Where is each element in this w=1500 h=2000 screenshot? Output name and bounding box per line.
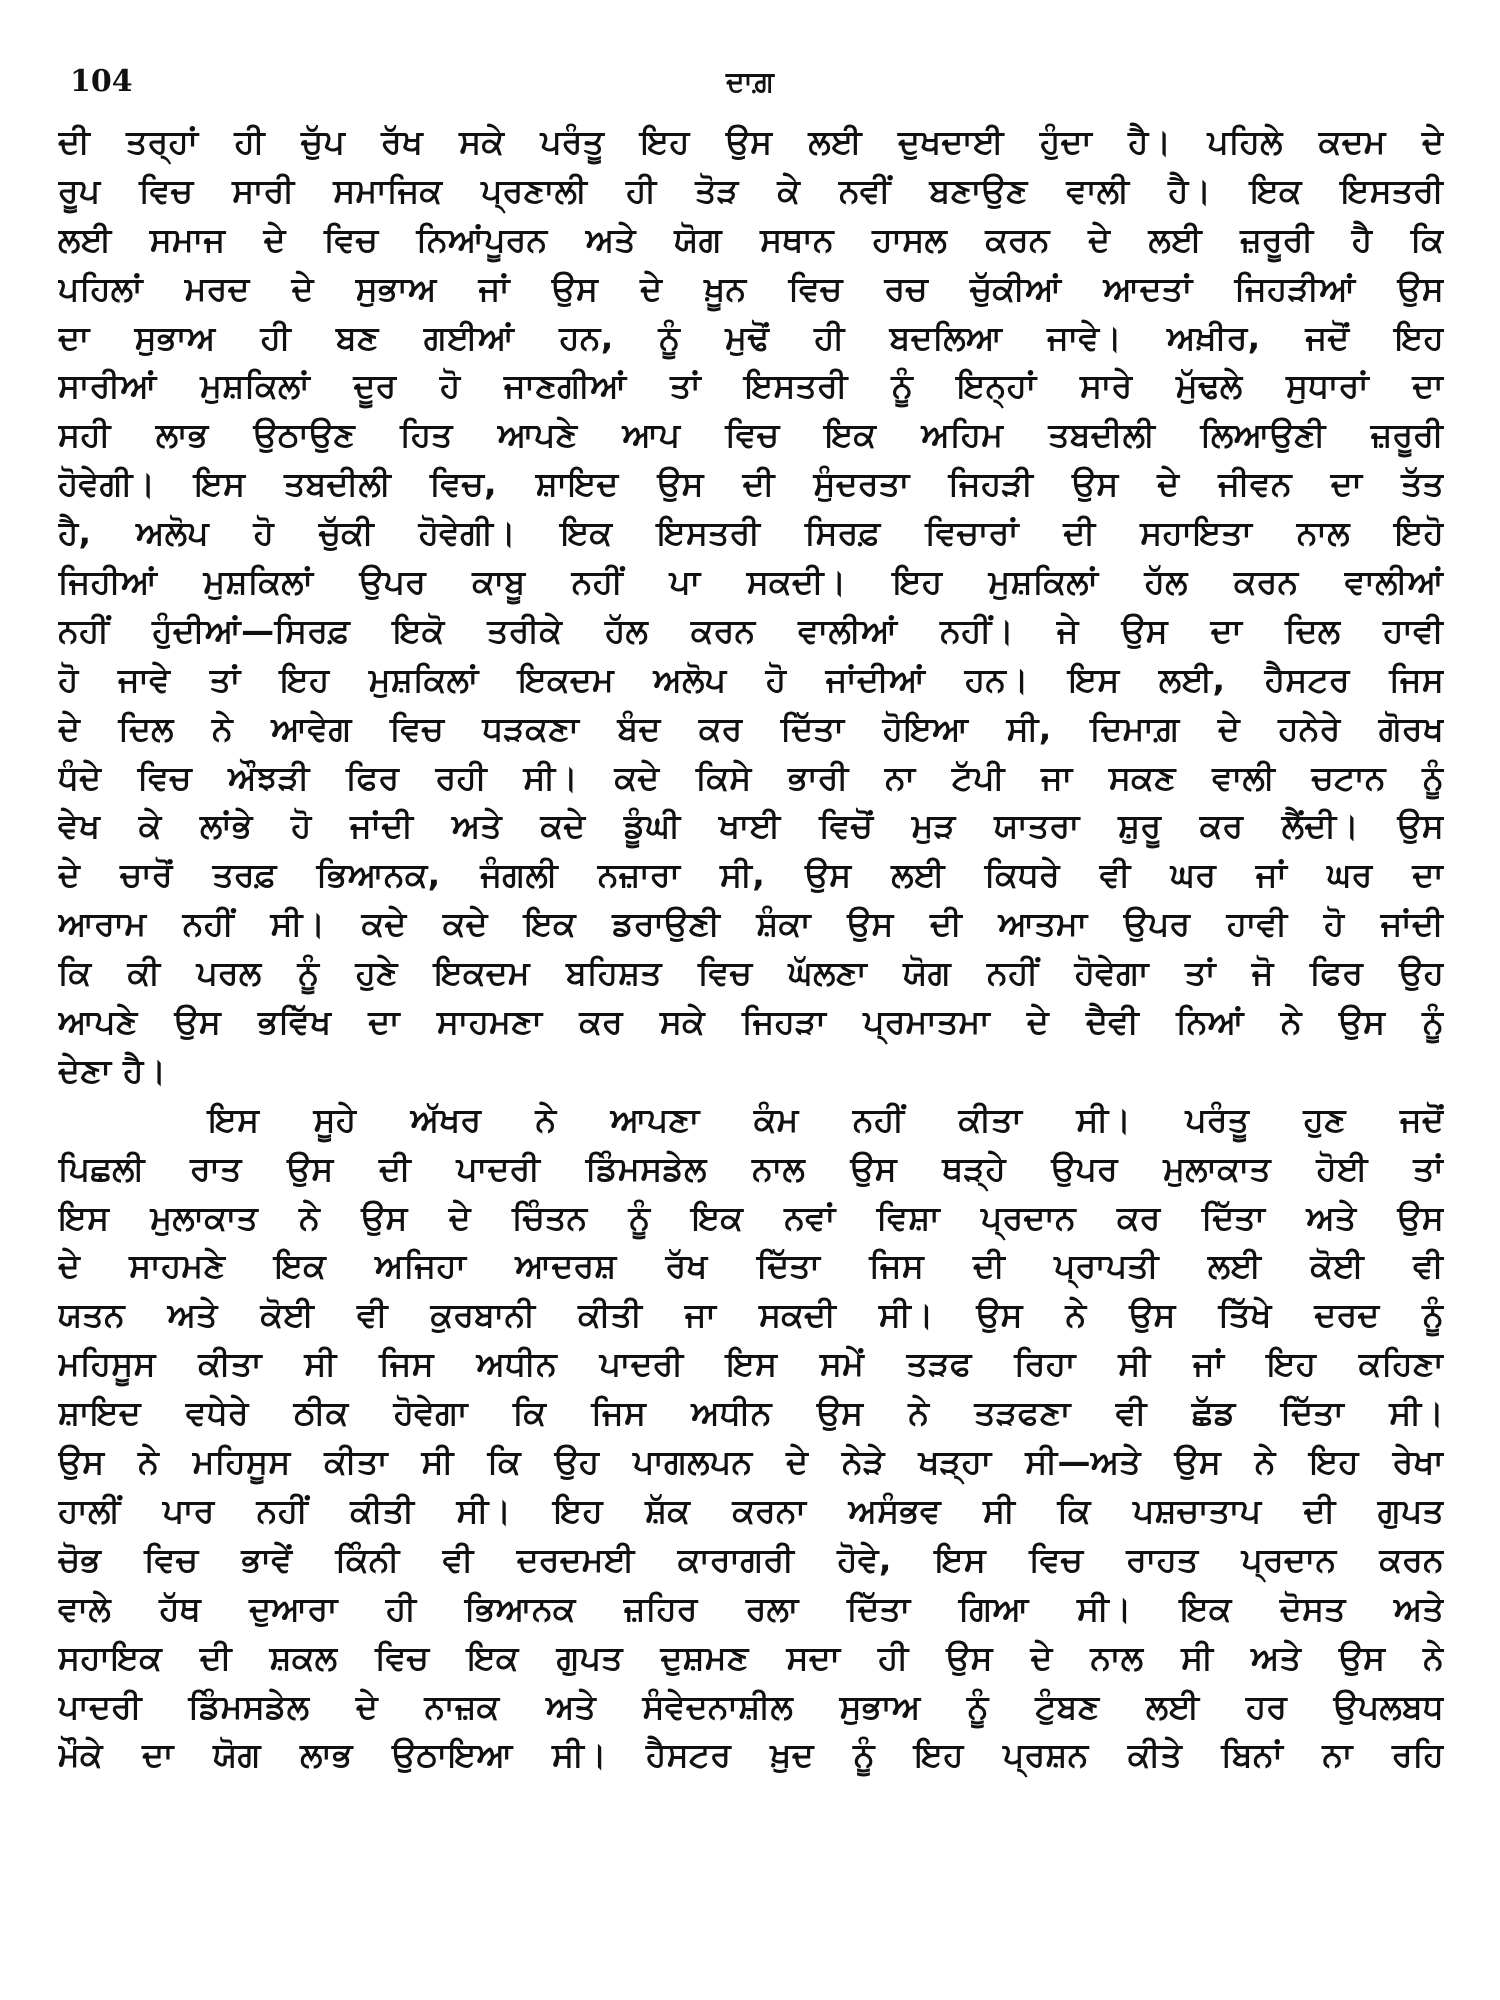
text-line: ਆਪਣੇ ਉਸ ਭਵਿੱਖ ਦਾ ਸਾਹਮਣਾ ਕਰ ਸਕੇ ਜਿਹੜਾ ਪ੍ਰਮਾਤਮਾ ਦੇ ਦੈਵੀ ਨਿਆਂ ਨੇ ਉਸ ਨੂੰ	[58, 1002, 1444, 1042]
text-line: ਹੋਵੇਗੀ। ਇਸ ਤਬਦੀਲੀ ਵਿਚ, ਸ਼ਾਇਦ ਉਸ ਦੀ ਸੁੰਦਰਤਾ ਜਿਹੜੀ ਉਸ ਦੇ ਜੀਵਨ ਦਾ ਤੱਤ	[58, 464, 1444, 504]
text-line: ਦੇਣਾ ਹੈ।	[58, 1050, 167, 1090]
text-line: ਪਾਦਰੀ ਡਿੰਮਸਡੇਲ ਦੇ ਨਾਜ਼ਕ ਅਤੇ ਸੰਵੇਦਨਾਸ਼ੀਲ ਸੁਭਾਅ ਨੂੰ ਟੁੰਬਣ ਲਈ ਹਰ ਉਪਲਬਧ	[58, 1686, 1444, 1726]
text-line: ਦੇ ਚਾਰੋਂ ਤਰਫ਼ ਭਿਆਨਕ, ਜੰਗਲੀ ਨਜ਼ਾਰਾ ਸੀ, ਉਸ ਲਈ ਕਿਧਰੇ ਵੀ ਘਰ ਜਾਂ ਘਰ ਦਾ	[58, 855, 1444, 895]
text-line: ਸਹੀ ਲਾਭ ਉਠਾਉਣ ਹਿਤ ਆਪਣੇ ਆਪ ਵਿਚ ਇਕ ਅਹਿਮ ਤਬਦੀਲੀ ਲਿਆਉਣੀ ਜ਼ਰੂਰੀ	[58, 415, 1444, 455]
text-line: ਸਾਰੀਆਂ ਮੁਸ਼ਕਿਲਾਂ ਦੂਰ ਹੋ ਜਾਣਗੀਆਂ ਤਾਂ ਇਸਤਰੀ ਨੂੰ ਇਨ੍ਹਾਂ ਸਾਰੇ ਮੁੱਢਲੇ ਸੁਧਾਰਾਂ ਦਾ	[58, 366, 1444, 406]
text-line: ਸ਼ਾਇਦ ਵਧੇਰੇ ਠੀਕ ਹੋਵੇਗਾ ਕਿ ਜਿਸ ਅਧੀਨ ਉਸ ਨੇ ਤੜਫਣਾ ਵੀ ਛੱਡ ਦਿੱਤਾ ਸੀ।	[58, 1393, 1444, 1433]
text-line: ਜਿਹੀਆਂ ਮੁਸ਼ਕਿਲਾਂ ਉਪਰ ਕਾਬੂ ਨਹੀਂ ਪਾ ਸਕਦੀ। ਇਹ ਮੁਸ਼ਕਿਲਾਂ ਹੱਲ ਕਰਨ ਵਾਲੀਆਂ	[58, 562, 1444, 602]
text-line: ਯਤਨ ਅਤੇ ਕੋਈ ਵੀ ਕੁਰਬਾਨੀ ਕੀਤੀ ਜਾ ਸਕਦੀ ਸੀ। ਉਸ ਨੇ ਉਸ ਤਿੱਖੇ ਦਰਦ ਨੂੰ	[58, 1295, 1444, 1335]
text-line: ਧੰਦੇ ਵਿਚ ਔਝੜੀ ਫਿਰ ਰਹੀ ਸੀ। ਕਦੇ ਕਿਸੇ ਭਾਰੀ ਨਾ ਟੱਪੀ ਜਾ ਸਕਣ ਵਾਲੀ ਚਟਾਨ ਨੂੰ	[58, 757, 1444, 797]
paragraph	[58, 118, 1444, 1096]
text-line: ਮਹਿਸੂਸ ਕੀਤਾ ਸੀ ਜਿਸ ਅਧੀਨ ਪਾਦਰੀ ਇਸ ਸਮੇਂ ਤੜਫ ਰਿਹਾ ਸੀ ਜਾਂ ਇਹ ਕਹਿਣਾ	[58, 1344, 1444, 1384]
page-number: 104	[70, 64, 133, 99]
text-line: ਆਰਾਮ ਨਹੀਂ ਸੀ। ਕਦੇ ਕਦੇ ਇਕ ਡਰਾਉਣੀ ਸ਼ੰਕਾ ਉਸ ਦੀ ਆਤਮਾ ਉਪਰ ਹਾਵੀ ਹੋ ਜਾਂਦੀ	[58, 904, 1444, 944]
running-title: ਦਾਗ਼	[726, 65, 774, 98]
text-line: ਚੋਭ ਵਿਚ ਭਾਵੇਂ ਕਿੰਨੀ ਵੀ ਦਰਦਮਈ ਕਾਰਾਗਰੀ ਹੋਵੇ, ਇਸ ਵਿਚ ਰਾਹਤ ਪ੍ਰਦਾਨ ਕਰਨ	[58, 1539, 1444, 1579]
text-line: ਕਿ ਕੀ ਪਰਲ ਨੂੰ ਹੁਣੇ ਇਕਦਮ ਬਹਿਸ਼ਤ ਵਿਚ ਘੱਲਣਾ ਯੋਗ ਨਹੀਂ ਹੋਵੇਗਾ ਤਾਂ ਜੋ ਫਿਰ ਉਹ	[58, 953, 1444, 993]
text-line: ਹੋ ਜਾਵੇ ਤਾਂ ਇਹ ਮੁਸ਼ਕਿਲਾਂ ਇਕਦਮ ਅਲੋਪ ਹੋ ਜਾਂਦੀਆਂ ਹਨ। ਇਸ ਲਈ, ਹੈਸਟਰ ਜਿਸ	[58, 659, 1444, 699]
text-line: ਇਸ ਮੁਲਾਕਾਤ ਨੇ ਉਸ ਦੇ ਚਿੰਤਨ ਨੂੰ ਇਕ ਨਵਾਂ ਵਿਸ਼ਾ ਪ੍ਰਦਾਨ ਕਰ ਦਿੱਤਾ ਅਤੇ ਉਸ	[58, 1197, 1444, 1237]
text-line: ਰੂਪ ਵਿਚ ਸਾਰੀ ਸਮਾਜਿਕ ਪ੍ਰਣਾਲੀ ਹੀ ਤੋੜ ਕੇ ਨਵੀਂ ਬਣਾਉਣ ਵਾਲੀ ਹੈ। ਇਕ ਇਸਤਰੀ	[58, 170, 1444, 210]
text-line: ਦੇ ਦਿਲ ਨੇ ਆਵੇਗ ਵਿਚ ਧੜਕਣਾ ਬੰਦ ਕਰ ਦਿੱਤਾ ਹੋਇਆ ਸੀ, ਦਿਮਾਗ਼ ਦੇ ਹਨੇਰੇ ਗੋਰਖ	[58, 708, 1444, 748]
page-header	[0, 60, 1500, 104]
text-line: ਹੈ, ਅਲੋਪ ਹੋ ਚੁੱਕੀ ਹੋਵੇਗੀ। ਇਕ ਇਸਤਰੀ ਸਿਰਫ਼ ਵਿਚਾਰਾਂ ਦੀ ਸਹਾਇਤਾ ਨਾਲ ਇਹੋ	[58, 513, 1444, 553]
text-line: ਲਈ ਸਮਾਜ ਦੇ ਵਿਚ ਨਿਆਂਪੂਰਨ ਅਤੇ ਯੋਗ ਸਥਾਨ ਹਾਸਲ ਕਰਨ ਦੇ ਲਈ ਜ਼ਰੂਰੀ ਹੈ ਕਿ	[58, 219, 1444, 259]
text-line: ਵਾਲੇ ਹੱਥ ਦੁਆਰਾ ਹੀ ਭਿਆਨਕ ਜ਼ਹਿਰ ਰਲਾ ਦਿੱਤਾ ਗਿਆ ਸੀ। ਇਕ ਦੋਸਤ ਅਤੇ	[58, 1588, 1444, 1628]
text-line: ਇਸ ਸੂਹੇ ਅੱਖਰ ਨੇ ਆਪਣਾ ਕੰਮ ਨਹੀਂ ਕੀਤਾ ਸੀ। ਪਰੰਤੂ ਹੁਣ ਜਦੋਂ	[208, 1099, 1444, 1139]
text-line: ਦਾ ਸੁਭਾਅ ਹੀ ਬਣ ਗਈਆਂ ਹਨ, ਨੂੰ ਮੁਢੋਂ ਹੀ ਬਦਲਿਆ ਜਾਵੇ। ਅਖ਼ੀਰ, ਜਦੋਂ ਇਹ	[58, 317, 1444, 357]
text-line: ਹਾਲੀਂ ਪਾਰ ਨਹੀਂ ਕੀਤੀ ਸੀ। ਇਹ ਸ਼ੱਕ ਕਰਨਾ ਅਸੰਭਵ ਸੀ ਕਿ ਪਸ਼ਚਾਤਾਪ ਦੀ ਗੁਪਤ	[58, 1490, 1444, 1530]
paragraph	[58, 1096, 1444, 1780]
text-line: ਪਹਿਲਾਂ ਮਰਦ ਦੇ ਸੁਭਾਅ ਜਾਂ ਉਸ ਦੇ ਖ਼ੂਨ ਵਿਚ ਰਚ ਚੁੱਕੀਆਂ ਆਦਤਾਂ ਜਿਹੜੀਆਂ ਉਸ	[58, 268, 1444, 308]
text-line: ਦੀ ਤਰ੍ਹਾਂ ਹੀ ਚੁੱਪ ਰੱਖ ਸਕੇ ਪਰੰਤੂ ਇਹ ਉਸ ਲਈ ਦੁਖਦਾਈ ਹੁੰਦਾ ਹੈ। ਪਹਿਲੇ ਕਦਮ ਦੇ	[58, 122, 1444, 161]
text-line: ਦੇ ਸਾਹਮਣੇ ਇਕ ਅਜਿਹਾ ਆਦਰਸ਼ ਰੱਖ ਦਿੱਤਾ ਜਿਸ ਦੀ ਪ੍ਰਾਪਤੀ ਲਈ ਕੋਈ ਵੀ	[58, 1246, 1444, 1286]
text-line: ਪਿਛਲੀ ਰਾਤ ਉਸ ਦੀ ਪਾਦਰੀ ਡਿੰਮਸਡੇਲ ਨਾਲ ਉਸ ਥੜ੍ਹੇ ਉਪਰ ਮੁਲਾਕਾਤ ਹੋਈ ਤਾਂ	[58, 1148, 1444, 1188]
text-line: ਨਹੀਂ ਹੁੰਦੀਆਂ—ਸਿਰਫ਼ ਇਕੋ ਤਰੀਕੇ ਹੱਲ ਕਰਨ ਵਾਲੀਆਂ ਨਹੀਂ। ਜੇ ਉਸ ਦਾ ਦਿਲ ਹਾਵੀ	[58, 610, 1444, 650]
text-line: ਸਹਾਇਕ ਦੀ ਸ਼ਕਲ ਵਿਚ ਇਕ ਗੁਪਤ ਦੁਸ਼ਮਣ ਸਦਾ ਹੀ ਉਸ ਦੇ ਨਾਲ ਸੀ ਅਤੇ ਉਸ ਨੇ	[58, 1637, 1444, 1677]
text-line: ਮੌਕੇ ਦਾ ਯੋਗ ਲਾਭ ਉਠਾਇਆ ਸੀ। ਹੈਸਟਰ ਖ਼ੁਦ ਨੂੰ ਇਹ ਪ੍ਰਸ਼ਨ ਕੀਤੇ ਬਿਨਾਂ ਨਾ ਰਹਿ	[58, 1735, 1444, 1775]
text-line: ਵੇਖ ਕੇ ਲਾਂਭੇ ਹੋ ਜਾਂਦੀ ਅਤੇ ਕਦੇ ਡੂੰਘੀ ਖਾਈ ਵਿਚੋਂ ਮੁੜ ਯਾਤਰਾ ਸ਼ੁਰੂ ਕਰ ਲੈਂਦੀ। ਉਸ	[58, 806, 1444, 846]
body-text	[58, 118, 1444, 1780]
text-line: ਉਸ ਨੇ ਮਹਿਸੂਸ ਕੀਤਾ ਸੀ ਕਿ ਉਹ ਪਾਗਲਪਨ ਦੇ ਨੇੜੇ ਖੜ੍ਹਾ ਸੀ—ਅਤੇ ਉਸ ਨੇ ਇਹ ਰੇਖਾ	[58, 1442, 1444, 1482]
